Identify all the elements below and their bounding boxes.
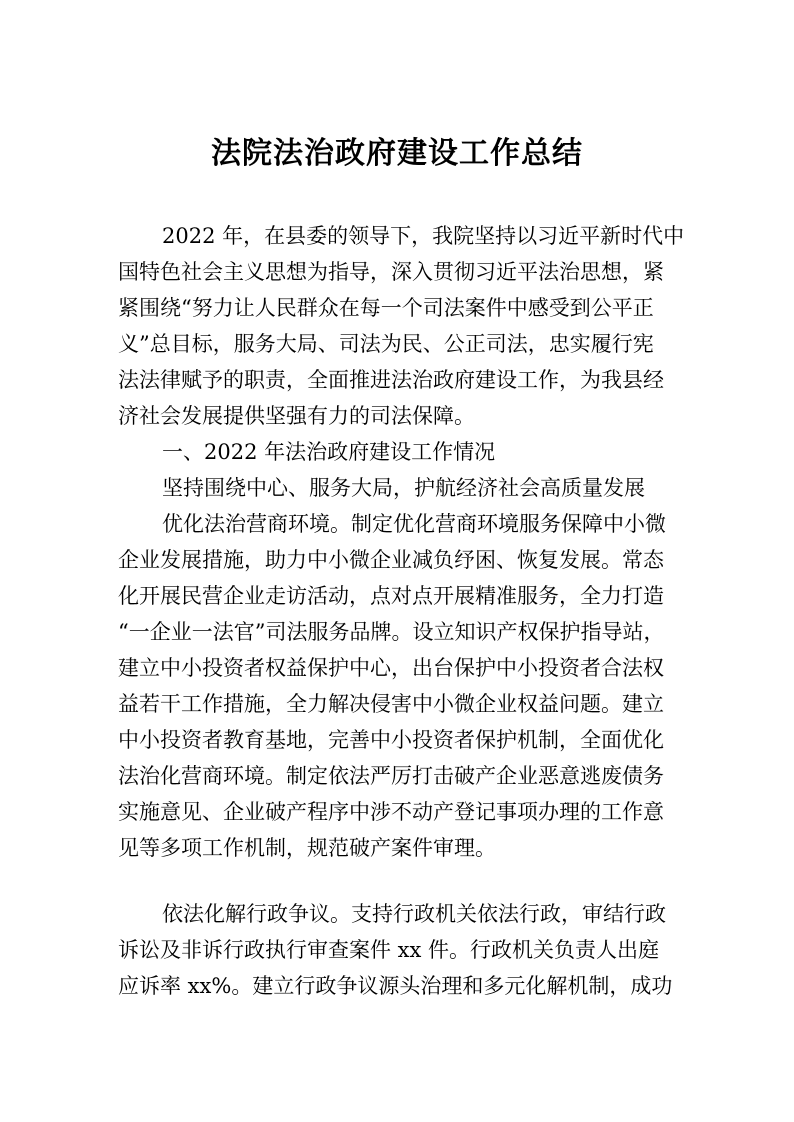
paragraph-line: 见等多项工作机制，规范破产案件审理。 (118, 836, 496, 860)
paragraph-line: 企业发展措施，助力中小微企业减负纾困、恢复发展。常态 (118, 548, 664, 572)
paragraph-line: 义”总目标，服务大局、司法为民、公正司法，忠实履行宪 (118, 332, 654, 356)
paragraph-line: 济社会发展提供坚强有力的司法保障。 (118, 404, 475, 428)
subsection-heading: 坚持围绕中心、服务大局，护航经济社会高质量发展 (162, 476, 645, 500)
paragraph-line: 紧围绕“努力让人民群众在每一个司法案件中感受到公平正 (118, 296, 654, 320)
paragraph-line: 建立中小投资者权益保护中心，出台保护中小投资者合法权 (118, 656, 664, 680)
section-heading: 一、2022 年法治政府建设工作情况 (162, 440, 496, 464)
paragraph-line: 优化法治营商环境。制定优化营商环境服务保障中小微 (162, 512, 666, 536)
paragraph-line: 国特色社会主义思想为指导，深入贯彻习近平法治思想，紧 (118, 260, 664, 284)
paragraph-line: 诉讼及非诉行政执行审查案件 xx 件。行政机关负责人出庭 (118, 938, 660, 962)
paragraph-line: 依法化解行政争议。支持行政机关依法行政，审结行政 (162, 902, 666, 926)
paragraph-line: 中小投资者教育基地，完善中小投资者保护机制，全面优化 (118, 728, 664, 752)
paragraph-line: “一企业一法官”司法服务品牌。设立知识产权保护指导站， (118, 620, 665, 644)
document-title: 法院法治政府建设工作总结 (211, 136, 583, 171)
paragraph-line: 实施意见、企业破产程序中涉不动产登记事项办理的工作意 (118, 800, 664, 824)
paragraph-line: 2022 年，在县委的领导下，我院坚持以习近平新时代中 (162, 224, 685, 248)
paragraph-line: 法治化营商环境。制定依法严厉打击破产企业恶意逃废债务 (118, 764, 664, 788)
paragraph-line: 应诉率 xx%。建立行政争议源头治理和多元化解机制，成功 (118, 974, 673, 998)
paragraph-line: 法法律赋予的职责，全面推进法治政府建设工作，为我县经 (118, 368, 664, 392)
paragraph-line: 益若干工作措施，全力解决侵害中小微企业权益问题。建立 (118, 692, 664, 716)
paragraph-line: 化开展民营企业走访活动，点对点开展精准服务，全力打造 (118, 584, 664, 608)
